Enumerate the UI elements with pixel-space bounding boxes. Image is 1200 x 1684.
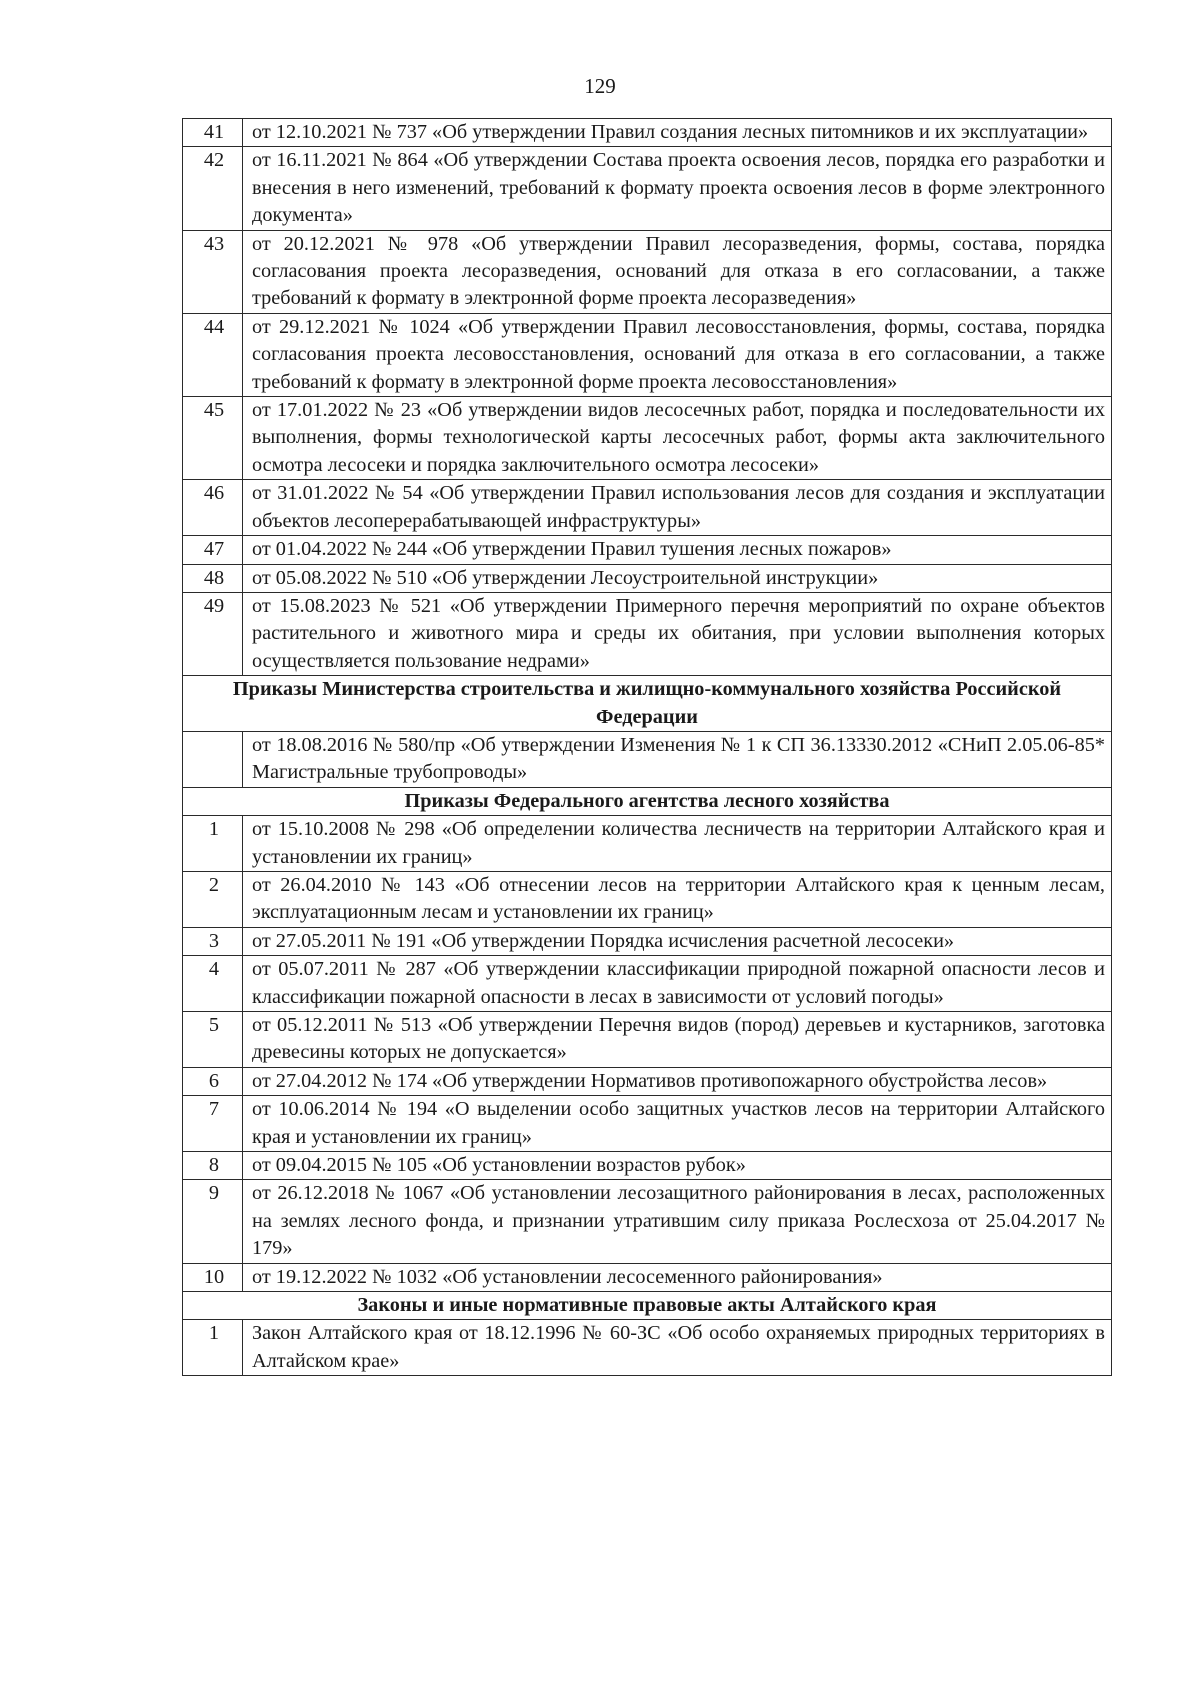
section-header-row (183, 1292, 1112, 1320)
row-number: 45 (183, 397, 243, 480)
legal-acts-table (182, 118, 1112, 1376)
table-row (183, 564, 1112, 592)
section-header-row (183, 676, 1112, 732)
section-header-row (183, 787, 1112, 815)
row-number: 8 (183, 1152, 243, 1180)
table-row (183, 1263, 1112, 1291)
table-row (183, 1152, 1112, 1180)
page-number: 129 (584, 74, 616, 98)
row-number: 49 (183, 592, 243, 675)
act-description: от 15.10.2008 № 298 «Об определении количества лесничеств на территории Алтайского края и установлении их границ» (243, 816, 1112, 872)
act-description: от 31.01.2022 № 54 «Об утверждении Правил использования лесов для создания и эксплуатации объектов лесоперерабатывающей инфраструктуры» (243, 480, 1112, 536)
act-description: от 26.12.2018 № 1067 «Об установлении лесозащитного районирования в лесах, расположенных на землях лесного фонда, и признании утратившим силу приказа Рослесхоза от 25.04.2017 № 179» (243, 1180, 1112, 1263)
section-header: Приказы Федерального агентства лесного хозяйства (183, 787, 1112, 815)
act-description: Закон Алтайского края от 18.12.1996 № 60-ЗС «Об особо охраняемых природных территориях в Алтайском крае» (243, 1320, 1112, 1376)
row-number: 9 (183, 1180, 243, 1263)
row-number: 1 (183, 1320, 243, 1376)
table-row (183, 927, 1112, 955)
act-description: от 18.08.2016 № 580/пр «Об утверждении Изменения № 1 к СП 36.13330.2012 «СНиП 2.05.06-85* Магистральные трубопроводы» (243, 731, 1112, 787)
table-row (183, 1067, 1112, 1095)
row-number: 7 (183, 1096, 243, 1152)
row-number: 43 (183, 230, 243, 313)
act-description: от 17.01.2022 № 23 «Об утверждении видов лесосечных работ, порядка и последовательности их выполнения, формы технологической карты лесосечных работ, формы акта заключительного осмотра лесосеки и порядка заключительного осмотра лесосеки» (243, 397, 1112, 480)
act-description: от 27.04.2012 № 174 «Об утверждении Нормативов противопожарного обустройства лесов» (243, 1067, 1112, 1095)
table-row (183, 397, 1112, 480)
row-number: 3 (183, 927, 243, 955)
table-row (183, 230, 1112, 313)
section-header: Приказы Министерства строительства и жилищно-коммунального хозяйства Российской Федерации (183, 676, 1112, 732)
table-row (183, 147, 1112, 230)
table-row (183, 1096, 1112, 1152)
act-description: от 05.07.2011 № 287 «Об утверждении классификации природной пожарной опасности лесов и классификации пожарной опасности в лесах в зависимости от условий погоды» (243, 956, 1112, 1012)
table-row (183, 536, 1112, 564)
act-description: от 27.05.2011 № 191 «Об утверждении Порядка исчисления расчетной лесосеки» (243, 927, 1112, 955)
act-description: от 10.06.2014 № 194 «О выделении особо защитных участков лесов на территории Алтайского края и установлении их границ» (243, 1096, 1112, 1152)
table-body (183, 119, 1112, 1376)
row-number: 4 (183, 956, 243, 1012)
row-number: 6 (183, 1067, 243, 1095)
table-row (183, 1180, 1112, 1263)
act-description: от 20.12.2021 № 978 «Об утверждении Правил лесоразведения, формы, состава, порядка согласования проекта лесоразведения, оснований для отказа в его согласовании, а также требований к формату в электронной форме проекта лесоразведения» (243, 230, 1112, 313)
act-description: от 19.12.2022 № 1032 «Об установлении лесосеменного районирования» (243, 1263, 1112, 1291)
table-row (183, 119, 1112, 147)
act-description: от 09.04.2015 № 105 «Об установлении возрастов рубок» (243, 1152, 1112, 1180)
table-row (183, 956, 1112, 1012)
row-number: 1 (183, 816, 243, 872)
row-number (183, 731, 243, 787)
table-row (183, 731, 1112, 787)
row-number: 44 (183, 313, 243, 396)
row-number: 42 (183, 147, 243, 230)
table-row (183, 1320, 1112, 1376)
row-number: 47 (183, 536, 243, 564)
table-row (183, 1012, 1112, 1068)
table-row (183, 592, 1112, 675)
act-description: от 26.04.2010 № 143 «Об отнесении лесов на территории Алтайского края к ценным лесам, эксплуатационным лесам и установлении их границ» (243, 871, 1112, 927)
act-description: от 29.12.2021 № 1024 «Об утверждении Правил лесовосстановления, формы, состава, порядка согласования проекта лесовосстановления, оснований для отказа в его согласовании, а также требований к формату в электронной форме проекта лесовосстановления» (243, 313, 1112, 396)
row-number: 46 (183, 480, 243, 536)
row-number: 2 (183, 871, 243, 927)
act-description: от 12.10.2021 № 737 «Об утверждении Правил создания лесных питомников и их эксплуатации» (243, 119, 1112, 147)
row-number: 5 (183, 1012, 243, 1068)
section-header: Законы и иные нормативные правовые акты Алтайского края (183, 1292, 1112, 1320)
row-number: 10 (183, 1263, 243, 1291)
act-description: от 05.08.2022 № 510 «Об утверждении Лесоустроительной инструкции» (243, 564, 1112, 592)
act-description: от 05.12.2011 № 513 «Об утверждении Перечня видов (пород) деревьев и кустарников, заготовка древесины которых не допускается» (243, 1012, 1112, 1068)
table-row (183, 871, 1112, 927)
table-row (183, 313, 1112, 396)
table-row (183, 816, 1112, 872)
row-number: 48 (183, 564, 243, 592)
act-description: от 01.04.2022 № 244 «Об утверждении Правил тушения лесных пожаров» (243, 536, 1112, 564)
act-description: от 16.11.2021 № 864 «Об утверждении Состава проекта освоения лесов, порядка его разработки и внесения в него изменений, требований к формату проекта освоения лесов в форме электронного документа» (243, 147, 1112, 230)
table-row (183, 480, 1112, 536)
row-number: 41 (183, 119, 243, 147)
act-description: от 15.08.2023 № 521 «Об утверждении Примерного перечня мероприятий по охране объектов растительного и животного мира и среды их обитания, при условии выполнения которых осуществляется пользование недрами» (243, 592, 1112, 675)
